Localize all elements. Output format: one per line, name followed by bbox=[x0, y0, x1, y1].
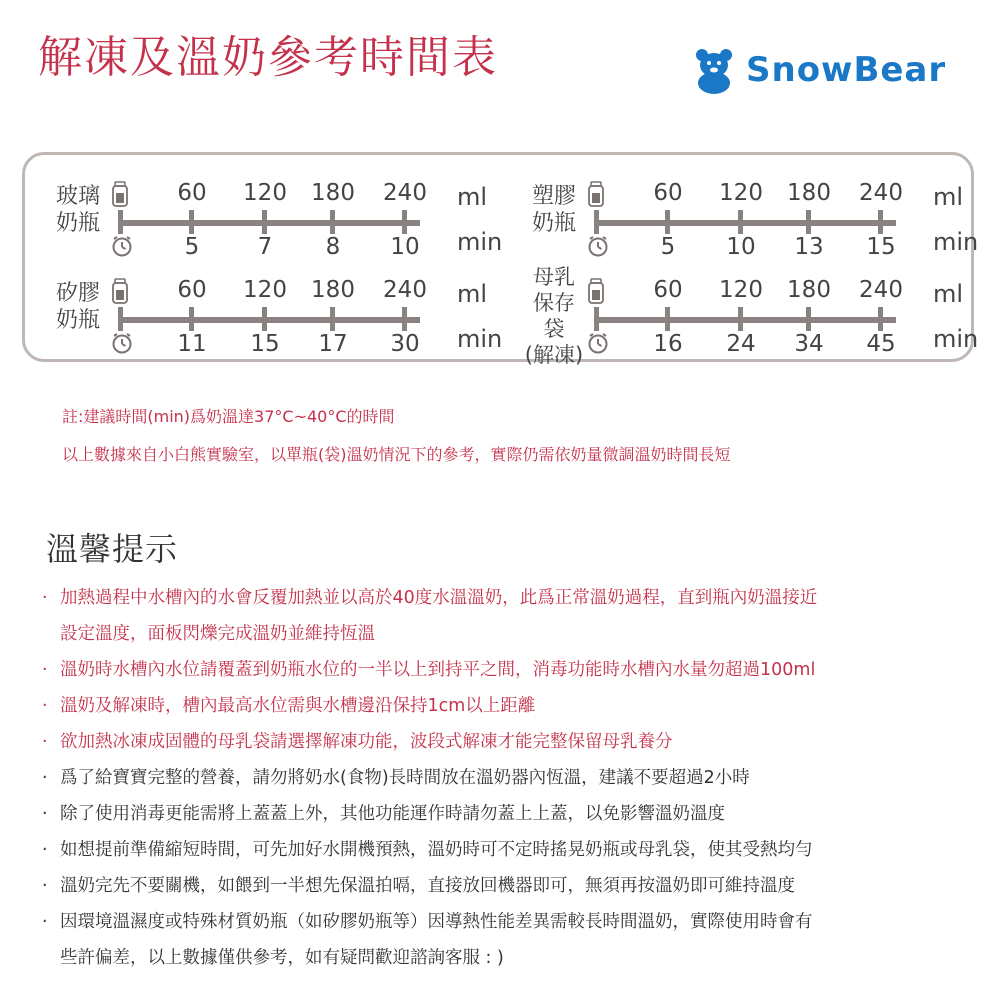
volume-value: 240 bbox=[859, 180, 903, 206]
time-value: 5 bbox=[660, 234, 676, 260]
row-label-line: 奶瓶 bbox=[55, 211, 100, 236]
row-label-line: 玻璃 bbox=[55, 184, 100, 209]
scale-tick bbox=[665, 210, 670, 234]
bullet-icon: · bbox=[42, 840, 48, 860]
time-unit: min bbox=[457, 228, 503, 256]
bottle-icon bbox=[111, 278, 129, 308]
scale-tick bbox=[262, 307, 267, 331]
volume-unit: ml bbox=[933, 183, 964, 211]
scale-tick bbox=[738, 210, 743, 234]
time-value: 24 bbox=[726, 331, 756, 357]
tip-text: 設定溫度，面板閃爍完成溫奶並維持恆溫 bbox=[60, 624, 375, 644]
time-value: 15 bbox=[250, 331, 280, 357]
tip-item bbox=[40, 832, 960, 868]
row-label bbox=[523, 264, 585, 368]
tip-text: 爲了給寶寶完整的營養，請勿將奶水(食物)長時間放在溫奶器內恆溫，建議不要超過2小時 bbox=[60, 768, 750, 788]
scale-tick bbox=[118, 307, 123, 331]
page-title: 解凍及溫奶參考時間表 bbox=[38, 32, 498, 83]
time-unit: min bbox=[933, 325, 979, 353]
volume-value: 180 bbox=[311, 277, 355, 303]
table-row bbox=[47, 180, 507, 273]
clock-icon bbox=[587, 332, 609, 358]
scale-tick bbox=[330, 210, 335, 234]
tip-item bbox=[40, 796, 960, 832]
tips-list bbox=[40, 580, 960, 976]
bullet-icon: · bbox=[42, 876, 48, 896]
brand-name: SnowBear bbox=[746, 50, 947, 90]
bullet-icon: · bbox=[42, 804, 48, 824]
volume-value: 180 bbox=[787, 180, 831, 206]
clock-icon bbox=[111, 332, 133, 358]
bottle-icon bbox=[111, 181, 129, 211]
tip-item bbox=[40, 580, 960, 652]
volume-value: 60 bbox=[653, 180, 683, 206]
tip-item bbox=[40, 904, 960, 976]
tip-text: 溫奶完先不要關機，如餵到一半想先保溫拍嗝，直接放回機器即可，無須再按溫奶即可維持溫度 bbox=[60, 876, 795, 896]
tip-text: 除了使用消毒更能需將上蓋蓋上外，其他功能運作時請勿蓋上上蓋，以免影響溫奶溫度 bbox=[60, 804, 725, 824]
tip-text: 因環境溫濕度或特殊材質奶瓶（如矽膠奶瓶等）因導熱性能差異需較長時間溫奶，實際使用時會有 bbox=[60, 912, 813, 932]
time-value: 11 bbox=[177, 331, 207, 357]
row-label-line: 母乳 bbox=[533, 265, 575, 289]
tip-item bbox=[40, 760, 960, 796]
row-label bbox=[523, 183, 585, 237]
tip-item bbox=[40, 868, 960, 904]
bullet-icon: · bbox=[42, 912, 48, 932]
scale-tick bbox=[402, 307, 407, 331]
scale-tick bbox=[118, 210, 123, 234]
scale-tick bbox=[262, 210, 267, 234]
scale-tick bbox=[738, 307, 743, 331]
scale-tick bbox=[330, 307, 335, 331]
scale-line bbox=[118, 220, 420, 226]
row-label-line: (解凍) bbox=[524, 343, 584, 367]
volume-value: 240 bbox=[859, 277, 903, 303]
time-unit: min bbox=[933, 228, 979, 256]
scale-tick bbox=[594, 210, 599, 234]
time-value: 8 bbox=[325, 234, 341, 260]
table-row bbox=[523, 265, 983, 370]
tip-item bbox=[40, 724, 960, 760]
note-line-1: 註:建議時間(min)爲奶溫達37°C~40°C的時間 bbox=[62, 407, 395, 426]
tip-text: 溫奶及解凍時，槽內最高水位需與水槽邊沿保持1cm以上距離 bbox=[60, 696, 536, 716]
row-label-line: 奶瓶 bbox=[55, 308, 100, 333]
time-value: 30 bbox=[390, 331, 420, 357]
bullet-icon: · bbox=[42, 696, 48, 716]
note-line-2: 以上數據來自小白熊實驗室，以單瓶(袋)溫奶情況下的參考，實際仍需依奶量微調溫奶時間長短 bbox=[62, 445, 731, 464]
bear-logo-icon bbox=[690, 46, 738, 94]
time-value: 13 bbox=[794, 234, 824, 260]
time-value: 10 bbox=[726, 234, 756, 260]
bullet-icon: · bbox=[42, 768, 48, 788]
time-value: 10 bbox=[390, 234, 420, 260]
scale-line bbox=[594, 317, 896, 323]
bullet-icon: · bbox=[42, 660, 48, 680]
time-unit: min bbox=[457, 325, 503, 353]
scale-tick bbox=[402, 210, 407, 234]
row-label-line: 保存袋 bbox=[533, 291, 575, 341]
volume-value: 180 bbox=[311, 180, 355, 206]
tip-text: 加熱過程中水槽內的水會反覆加熱並以高於40度水溫溫奶，此爲正常溫奶過程，直到瓶內奶溫接近 bbox=[60, 588, 818, 608]
scale-tick bbox=[878, 307, 883, 331]
time-value: 5 bbox=[184, 234, 200, 260]
volume-value: 120 bbox=[719, 180, 763, 206]
volume-unit: ml bbox=[933, 280, 964, 308]
time-value: 34 bbox=[794, 331, 824, 357]
brand-logo bbox=[690, 40, 970, 100]
tip-item bbox=[40, 688, 960, 724]
volume-value: 60 bbox=[177, 277, 207, 303]
time-value: 15 bbox=[866, 234, 896, 260]
reference-table bbox=[22, 152, 979, 367]
volume-value: 240 bbox=[383, 277, 427, 303]
scale-tick bbox=[594, 307, 599, 331]
tip-text: 溫奶時水槽內水位請覆蓋到奶瓶水位的一半以上到持平之間，消毒功能時水槽內水量勿超過100ml bbox=[60, 660, 816, 680]
row-label bbox=[47, 183, 109, 237]
volume-value: 60 bbox=[177, 180, 207, 206]
clock-icon bbox=[587, 235, 609, 261]
bullet-icon: · bbox=[42, 588, 48, 608]
row-label-line: 塑膠 bbox=[531, 184, 576, 209]
volume-value: 120 bbox=[719, 277, 763, 303]
clock-icon bbox=[111, 235, 133, 261]
bottle-icon bbox=[587, 278, 605, 308]
time-value: 45 bbox=[866, 331, 896, 357]
scale-tick bbox=[806, 307, 811, 331]
scale-tick bbox=[189, 307, 194, 331]
volume-unit: ml bbox=[457, 280, 488, 308]
scale-tick bbox=[878, 210, 883, 234]
volume-value: 240 bbox=[383, 180, 427, 206]
tip-text: 些許偏差，以上數據僅供參考，如有疑問歡迎諮詢客服 : ) bbox=[60, 948, 504, 968]
volume-value: 120 bbox=[243, 277, 287, 303]
scale-line bbox=[594, 220, 896, 226]
table-row bbox=[523, 180, 983, 273]
scale-tick bbox=[806, 210, 811, 234]
time-value: 16 bbox=[653, 331, 683, 357]
time-value: 17 bbox=[318, 331, 348, 357]
time-value: 7 bbox=[257, 234, 273, 260]
bullet-icon: · bbox=[42, 732, 48, 752]
volume-value: 180 bbox=[787, 277, 831, 303]
scale-tick bbox=[665, 307, 670, 331]
tip-item bbox=[40, 652, 960, 688]
tip-text: 如想提前準備縮短時間，可先加好水開機預熱，溫奶時可不定時搖晃奶瓶或母乳袋，使其受熱均勻 bbox=[60, 840, 813, 860]
volume-value: 60 bbox=[653, 277, 683, 303]
row-label bbox=[47, 280, 109, 334]
tips-title: 溫馨提示 bbox=[46, 530, 179, 568]
row-label-line: 矽膠 bbox=[55, 281, 100, 306]
row-label-line: 奶瓶 bbox=[531, 211, 576, 236]
bottle-icon bbox=[587, 181, 605, 211]
scale-tick bbox=[189, 210, 194, 234]
table-row bbox=[47, 277, 507, 370]
volume-unit: ml bbox=[457, 183, 488, 211]
tip-text: 欲加熱冰凍成固體的母乳袋請選擇解凍功能，波段式解凍才能完整保留母乳養分 bbox=[60, 732, 673, 752]
scale-line bbox=[118, 317, 420, 323]
volume-value: 120 bbox=[243, 180, 287, 206]
